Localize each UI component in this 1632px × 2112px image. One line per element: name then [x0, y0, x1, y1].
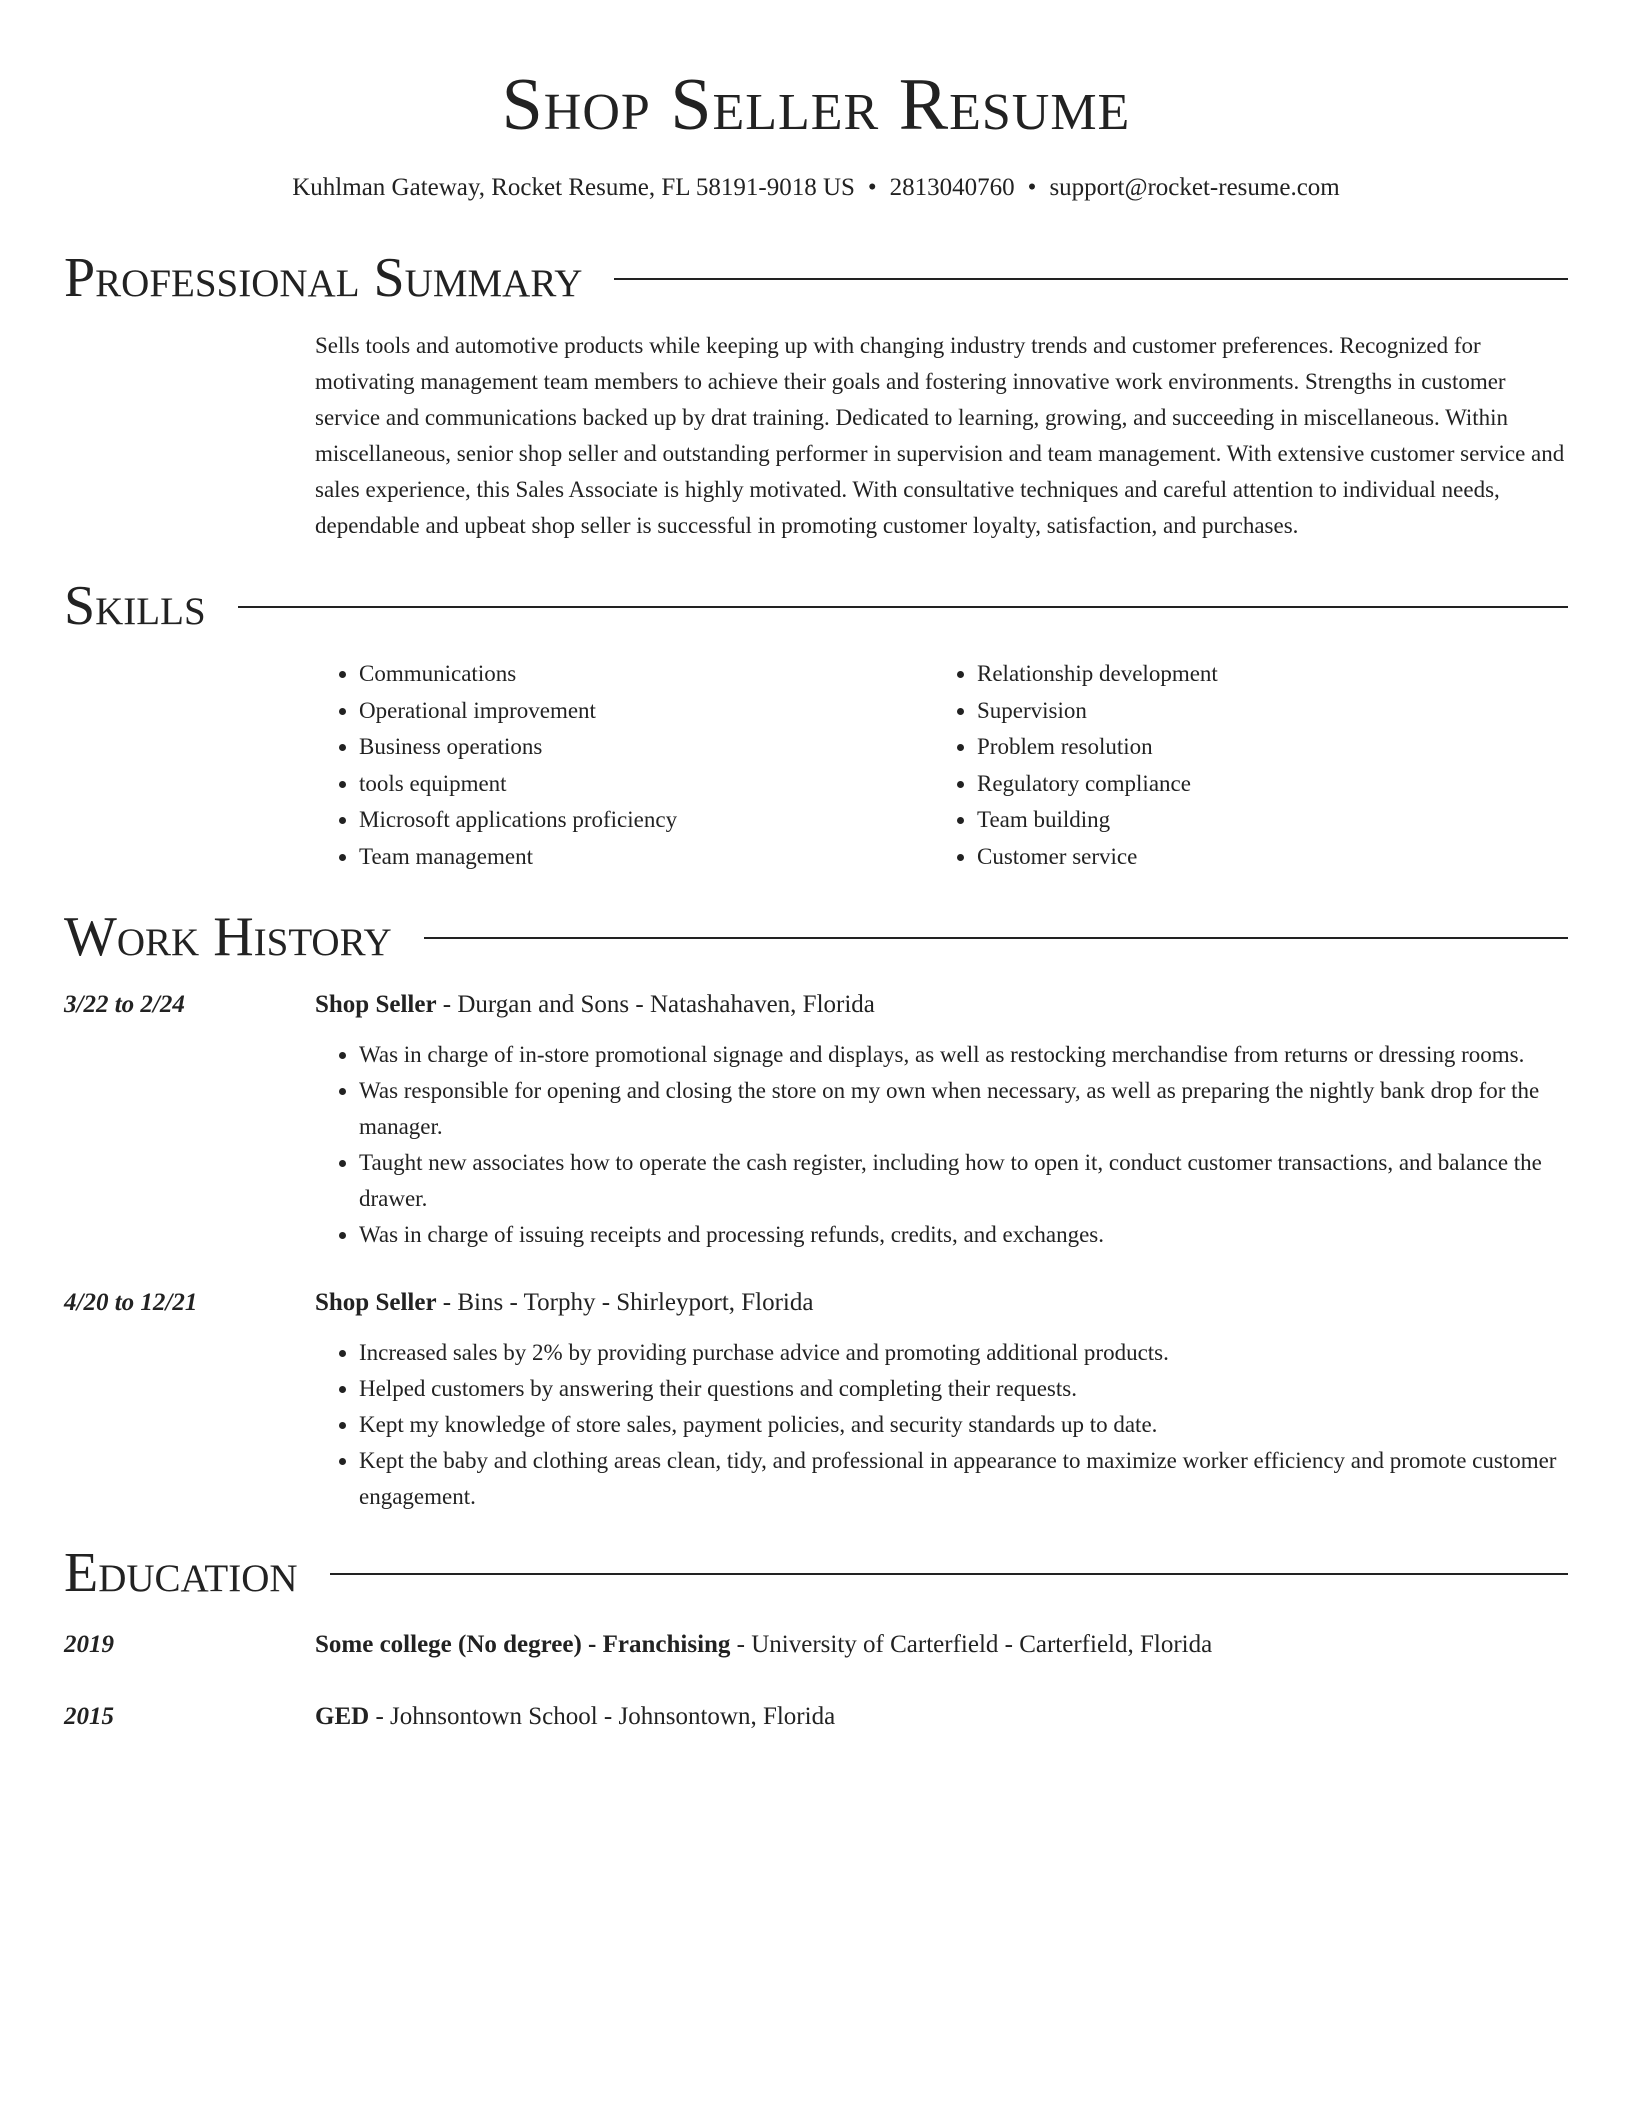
skill-item: • Relationship development — [977, 656, 1551, 693]
summary-body — [315, 328, 1568, 544]
job-role: Shop Seller — [315, 991, 437, 1018]
contact-separator: • — [867, 174, 877, 201]
skills-row — [64, 656, 1568, 875]
resume-page — [64, 0, 1568, 1735]
contact-address: Kuhlman Gateway, Rocket Resume, FL 58191-9018 US — [292, 174, 855, 201]
skills-list-right — [933, 656, 1551, 875]
job-dates: 4/20 to 12/21 — [64, 1289, 198, 1316]
education-section-title: Education — [64, 1542, 298, 1604]
skills-section-title: Skills — [64, 575, 206, 637]
job-bullet: • Kept the baby and clothing areas clean, tidy, and professional in appearance to maximize worker efficiency and promote customer engagement. — [359, 1443, 1568, 1515]
education-details: - University of Carterfield - Carterfield, Florida — [730, 1631, 1213, 1658]
skill-item: • Supervision — [977, 693, 1551, 730]
job-bullet: • Was in charge of in-store promotional signage and displays, as well as restocking merchandise from returns or dressing rooms. — [359, 1037, 1568, 1073]
skills-grid — [315, 656, 1568, 875]
section-divider — [424, 937, 1568, 939]
job-bullet: • Was responsible for opening and closing the store on my own when necessary, as well as preparing the nightly bank drop for the manager. — [359, 1073, 1568, 1145]
summary-left-spacer — [64, 328, 315, 544]
section-divider — [330, 1573, 1568, 1575]
job-bullets — [315, 1335, 1568, 1515]
skill-item: • Business operations — [359, 729, 933, 766]
summary-section-header — [64, 246, 1568, 310]
resume-title: Shop Seller Resume — [501, 64, 1131, 146]
skill-item: • tools equipment — [359, 766, 933, 803]
job-bullets — [315, 1037, 1568, 1253]
education-degree: Some college (No degree) - Franchising — [315, 1631, 731, 1658]
education-year: 2019 — [64, 1631, 114, 1658]
job-bullet: • Helped customers by answering their questions and completing their requests. — [359, 1371, 1568, 1407]
education-entry — [64, 1699, 1568, 1735]
skills-body — [315, 656, 1568, 875]
skills-list-left — [315, 656, 933, 875]
job-dates: 3/22 to 2/24 — [64, 991, 185, 1018]
job-body — [315, 1285, 1568, 1515]
summary-row — [64, 328, 1568, 544]
education-section-header — [64, 1541, 1568, 1605]
job-bullet: • Kept my knowledge of store sales, payment policies, and security standards up to date. — [359, 1407, 1568, 1443]
skills-left-spacer — [64, 656, 315, 875]
skill-item: • Microsoft applications proficiency — [359, 802, 933, 839]
section-divider — [238, 606, 1568, 608]
education-entry — [64, 1627, 1568, 1663]
summary-section-title: Professional Summary — [64, 247, 583, 309]
skill-item: • Operational improvement — [359, 693, 933, 730]
job-title-line — [315, 1285, 1568, 1321]
education-body — [315, 1699, 1568, 1735]
work-section-title: Work History — [64, 906, 392, 968]
skill-item: • Regulatory compliance — [977, 766, 1551, 803]
job-entry — [64, 1285, 1568, 1515]
job-details: - Durgan and Sons - Natashahaven, Florida — [436, 991, 875, 1018]
contact-email: support@rocket-resume.com — [1049, 174, 1340, 201]
education-line — [315, 1699, 1568, 1735]
skill-item: • Customer service — [977, 839, 1551, 876]
summary-text: Sells tools and automotive products while keeping up with changing industry trends and customer preferences. Recognized for motivating management team members to achieve their goals and fostering innovative work environments. Strengths in customer service and communications backed up by drat training. Dedicated to learning, growing, and succeeding in miscellaneous. Within miscellaneous, senior shop seller and outstanding performer in supervision and team management. With extensive customer service and sales experience, this Sales Associate is highly motivated. With consultative techniques and careful attention to individual needs, dependable and upbeat shop seller is successful in promoting customer loyalty, satisfaction, and purchases. — [315, 333, 1565, 538]
education-year: 2015 — [64, 1703, 114, 1730]
work-section-header — [64, 905, 1568, 969]
skill-item: • Problem resolution — [977, 729, 1551, 766]
job-body — [315, 987, 1568, 1253]
job-details: - Bins - Torphy - Shirleyport, Florida — [436, 1289, 814, 1316]
skill-item: • Team management — [359, 839, 933, 876]
education-details: - Johnsontown School - Johnsontown, Florida — [369, 1703, 836, 1730]
skill-item: • Team building — [977, 802, 1551, 839]
contact-line — [64, 172, 1568, 204]
section-divider — [614, 278, 1568, 280]
education-line — [315, 1627, 1568, 1663]
skills-section-header — [64, 574, 1568, 638]
job-bullet: • Taught new associates how to operate the cash register, including how to open it, conduct customer transactions, and balance the drawer. — [359, 1145, 1568, 1217]
job-role: Shop Seller — [315, 1289, 437, 1316]
job-title-line — [315, 987, 1568, 1023]
contact-separator: • — [1027, 174, 1037, 201]
contact-phone: 2813040760 — [889, 174, 1015, 201]
job-bullet: • Increased sales by 2% by providing purchase advice and promoting additional products. — [359, 1335, 1568, 1371]
skill-item: • Communications — [359, 656, 933, 693]
job-entry — [64, 987, 1568, 1253]
job-bullet: • Was in charge of issuing receipts and processing refunds, credits, and exchanges. — [359, 1217, 1568, 1253]
education-degree: GED — [315, 1703, 370, 1730]
education-body — [315, 1627, 1568, 1663]
